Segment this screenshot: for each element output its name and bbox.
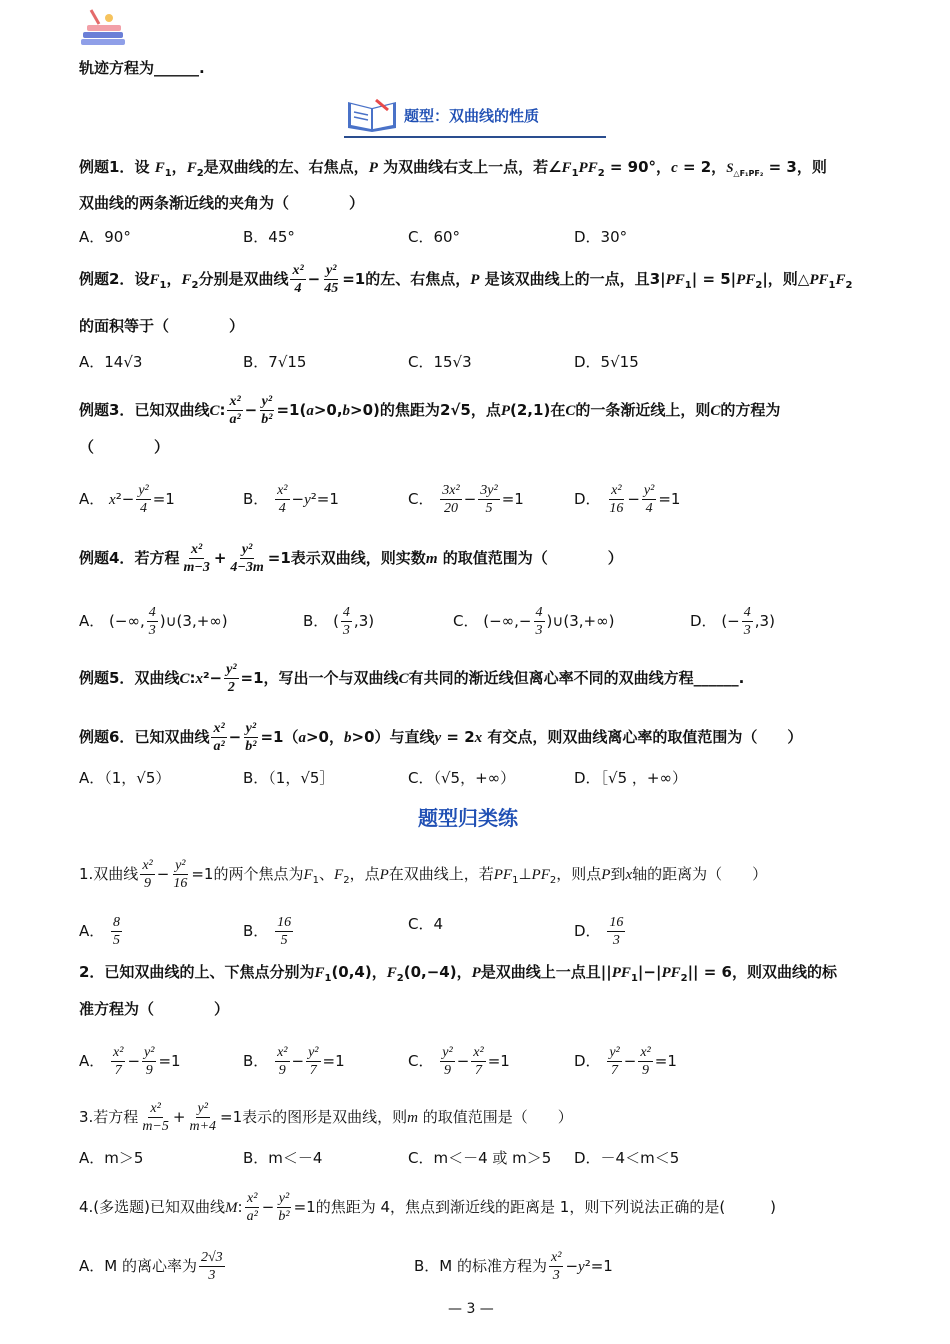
example-3-line1: 例题3．已知双曲线C: $\frac{\text{x²}}{\text{a²}}$ − $\frac{\text{y²}}{\text{b²}}$ =1(a>0,b>0)的焦距为2√5，点P(2,1)在C的一条渐近线上，则C的方程为 <box>79 394 781 427</box>
p3-option-a[interactable]: A．m＞5 <box>79 1149 144 1167</box>
p2-option-d[interactable]: D． $\frac{\text{y²}}{7}$ − $\frac{\text{x²}}{9}$ =1 <box>574 1045 677 1078</box>
p3-option-b[interactable]: B．m＜－4 <box>243 1149 323 1167</box>
example-1-line2: 双曲线的两条渐近线的夹角为（ ） <box>79 194 365 212</box>
ex6-option-d[interactable]: D．［√5 ，+∞） <box>574 769 687 787</box>
practice-2-line2: 准方程为（ ） <box>79 1000 230 1018</box>
ex2-option-a[interactable]: A．14√3 <box>79 353 143 371</box>
practice-2-line1: 2．已知双曲线的上、下焦点分别为$F_1(0,4)$，$F_2(0,-4)$，P是双曲线上一点且$||PF_1|-|PF_2|| = 6$，则双曲线的标 <box>79 963 838 984</box>
ex4-option-c[interactable]: C． (−∞,− $\frac{4}{3}$ )∪(3,+∞) <box>453 605 615 638</box>
example-5-line1: 例题5．双曲线C:x²− $\frac{\text{y²}}{2}$ =1，写出一个与双曲线C有共同的渐近线但离心率不同的双曲线方程______. <box>79 662 745 695</box>
ex3-option-b[interactable]: B． $\frac{\text{x²}}{4}$ −y²=1 <box>243 483 339 516</box>
p2-option-b[interactable]: B． $\frac{\text{x²}}{9}$ − $\frac{\text{y²}}{7}$ =1 <box>243 1045 345 1078</box>
ex2-option-c[interactable]: C．15√3 <box>408 353 472 371</box>
ex1-option-a[interactable]: A．90° <box>79 228 131 246</box>
books-logo-icon <box>79 8 129 48</box>
p1-option-c[interactable]: C．4 <box>408 915 444 933</box>
p2-option-a[interactable]: A． $\frac{\text{x²}}{7}$ − $\frac{\text{y²}}{9}$ =1 <box>79 1045 181 1078</box>
ex4-option-a[interactable]: A． (−∞, $\frac{4}{3}$ )∪(3,+∞) <box>79 605 228 638</box>
ex6-option-a[interactable]: A．（1，√5） <box>79 769 171 787</box>
p2-option-c[interactable]: C． $\frac{\text{y²}}{9}$ − $\frac{\text{x²}}{7}$ =1 <box>408 1045 510 1078</box>
practice-1-line1: 1.双曲线 $\frac{\text{x²}}{9}$ − $\frac{\text{y²}}{16}$ =1的两个焦点为$F_1$、$F_2$，点P在双曲线上，若$PF_1\perp PF_2$，则点P到x轴的距离为（ ） <box>79 858 768 891</box>
example-2-line1: 例题2．设$F_1$，$F_2$分别是双曲线 $\frac{\text{x²}}{4}$ − $\frac{\text{y²}}{45}$ =1的左、右焦点，P 是该双曲线上的一点，且$3|PF_1| = 5|PF_2|$，则$\triangle PF_1F_2$ <box>79 263 853 296</box>
practice-3-line1: 3.若方程 $\frac{\text{x²}}{m-5}$ + $\frac{\text{y²}}{m+4}$ =1表示的图形是双曲线，则m 的取值范围是（ ） <box>79 1101 573 1134</box>
ex1-option-b[interactable]: B．45° <box>243 228 295 246</box>
ex6-option-c[interactable]: C．（√5，+∞） <box>408 769 516 787</box>
p1-option-d[interactable]: D． $\frac{16}{3}$ <box>574 915 624 948</box>
ex4-option-d[interactable]: D． (− $\frac{4}{3}$ ,3) <box>690 605 775 638</box>
top-line: 轨迹方程为______. <box>79 59 205 77</box>
p1-option-b[interactable]: B． $\frac{16}{5}$ <box>243 915 292 948</box>
practice-title: 题型归类练 <box>418 806 518 830</box>
page-number: — 3 — <box>448 1301 494 1317</box>
practice-4-line1: 4.(多选题)已知双曲线M: $\frac{\text{x²}}{\text{a²}}$ − $\frac{\text{y²}}{\text{b²}}$ =1的焦距为 4，焦点到渐近线的距离是 1，则下列说法正确的是( ) <box>79 1191 777 1224</box>
ex6-option-b[interactable]: B．（1，√5］ <box>243 769 335 787</box>
p4-option-b[interactable]: B．M 的标准方程为 $\frac{\text{x²}}{3}$ −y²=1 <box>414 1250 613 1283</box>
p1-option-a[interactable]: A． $\frac{8}{5}$ <box>79 915 121 948</box>
ex1-option-c[interactable]: C．60° <box>408 228 461 246</box>
ex3-option-c[interactable]: C． $\frac{\text{3x²}}{20}$ − $\frac{\text{3y²}}{5}$ =1 <box>408 483 524 516</box>
p4-option-a[interactable]: A．M 的离心率为 $\frac{2√3}{3}$ <box>79 1250 223 1283</box>
heading-underline <box>344 136 606 138</box>
section-heading: 题型：双曲线的性质 <box>404 107 540 125</box>
ex2-option-b[interactable]: B．7√15 <box>243 353 307 371</box>
p3-option-c[interactable]: C．m＜－4 或 m＞5 <box>408 1149 552 1167</box>
ex3-option-d[interactable]: D． $\frac{\text{x²}}{16}$ − $\frac{\text{y²}}{4}$ =1 <box>574 483 681 516</box>
ex4-option-b[interactable]: B． ( $\frac{4}{3}$ ,3) <box>303 605 375 638</box>
ex2-option-d[interactable]: D．5√15 <box>574 353 639 371</box>
example-2-line2: 的面积等于（ ） <box>79 317 245 335</box>
example-3-line2: （ ） <box>79 438 170 456</box>
example-1-line1: 例题1．设 $F_1$，$F_2$是双曲线的左、右焦点，P 为双曲线右支上一点，若$\angle F_1PF_2 = 90^\circ$，c = 2，$S_{\triangle F_1PF_2} = 3$，则 <box>79 158 827 179</box>
book-icon <box>346 96 398 134</box>
ex1-option-d[interactable]: D．30° <box>574 228 628 246</box>
p3-option-d[interactable]: D．－4＜m＜5 <box>574 1149 680 1167</box>
ex3-option-a[interactable]: A． x²− $\frac{\text{y²}}{4}$ =1 <box>79 483 175 516</box>
example-6-line1: 例题6．已知双曲线 $\frac{\text{x²}}{\text{a²}}$ − $\frac{\text{y²}}{\text{b²}}$ =1（a>0，b>0）与直线y = 2x 有交点，则双曲线离心率的取值范围为（ ） <box>79 721 803 754</box>
example-4-line1: 例题4．若方程 $\frac{\text{x²}}{m-3}$ + $\frac{\text{y²}}{4-3m}$ =1表示双曲线，则实数m 的取值范围为（ ） <box>79 542 623 575</box>
